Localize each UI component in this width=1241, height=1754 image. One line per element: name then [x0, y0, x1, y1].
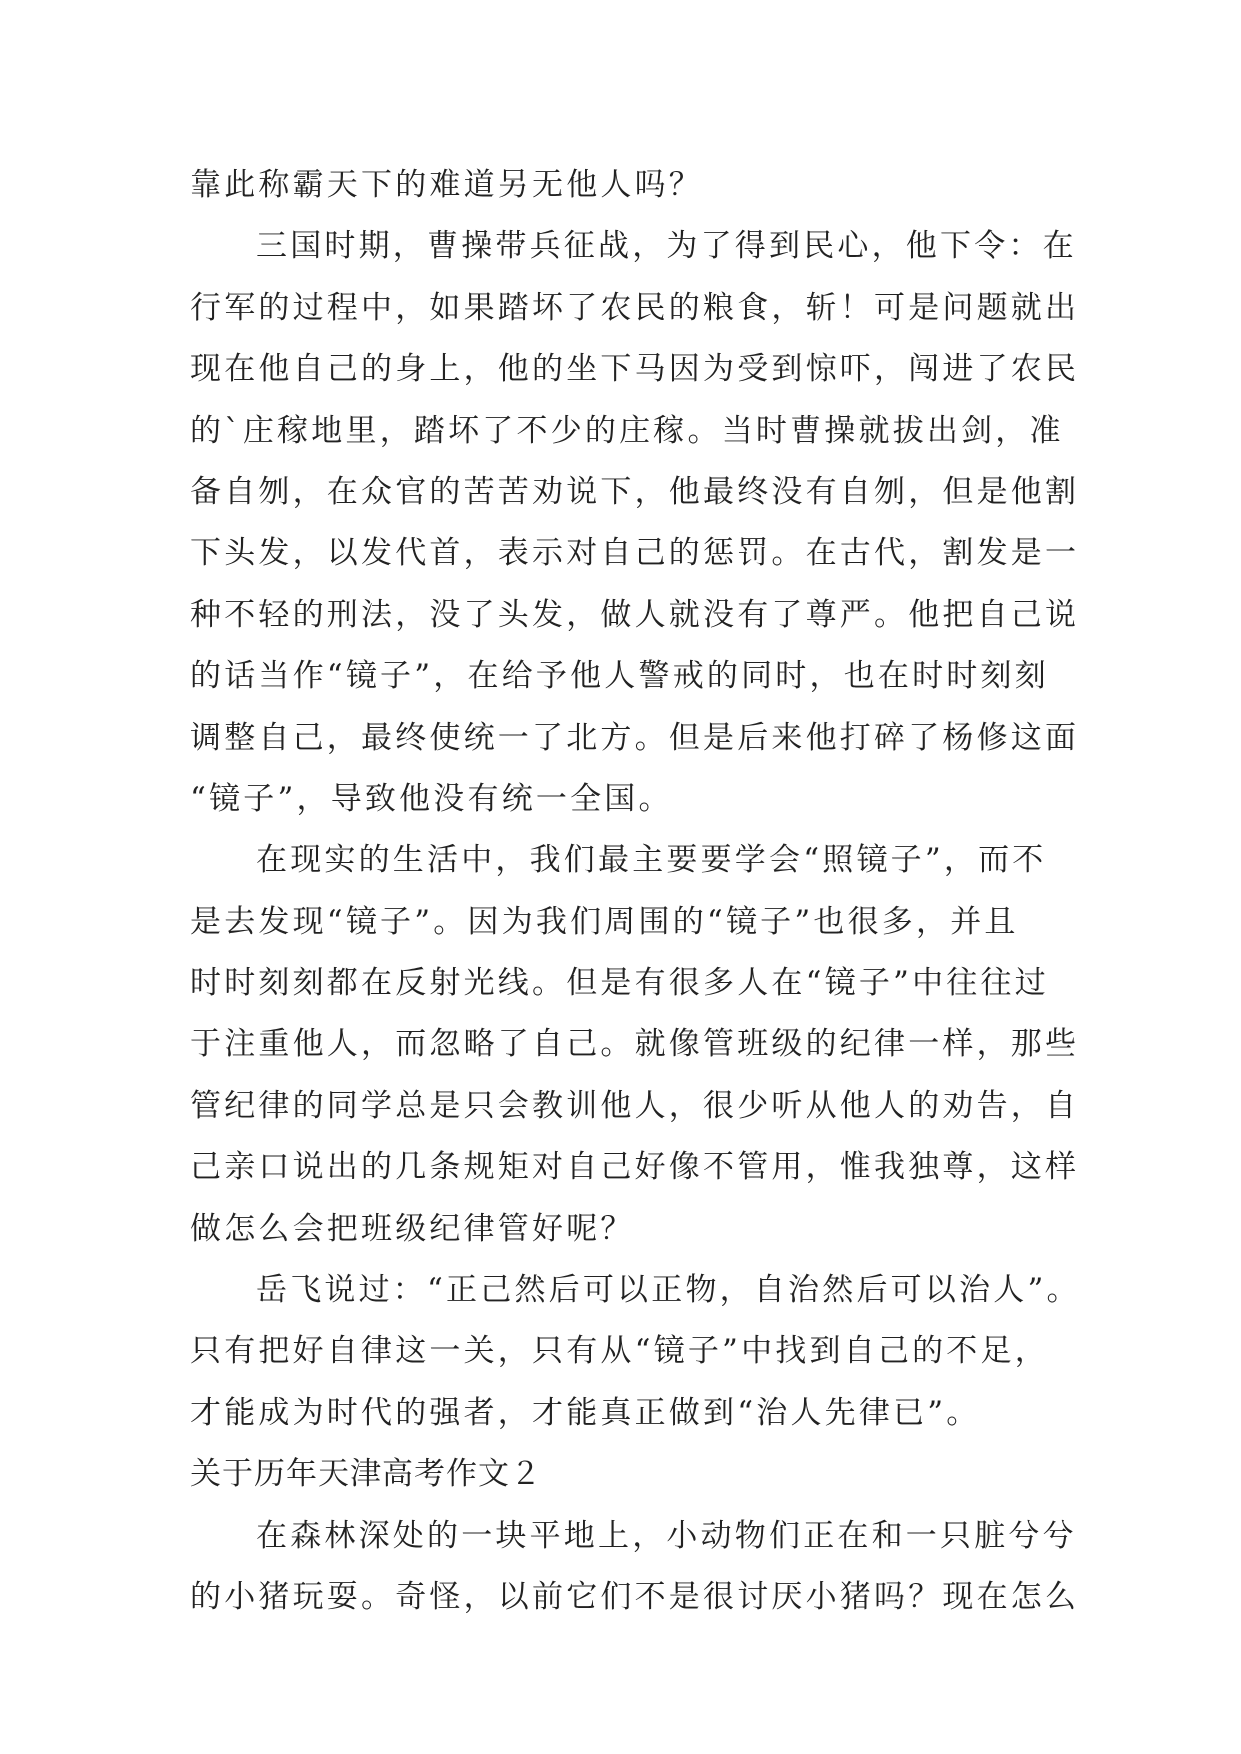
text-line: 调整自己，最终使统一了北方。但是后来他打碎了杨修这面 — [190, 719, 1080, 756]
text-line: 在森林深处的一块平地上，小动物们正在和一只脏兮兮 — [256, 1517, 1077, 1554]
text-line: 行军的过程中，如果踏坏了农民的粮食，斩！可是问题就出 — [190, 289, 1080, 326]
text-line: 下头发，以发代首，表示对自己的惩罚。在古代，割发是一 — [190, 535, 1080, 572]
text-line: 的话当作“镜子”，在给予他人警戒的同时，也在时时刻刻 — [190, 658, 1049, 695]
text-line: 的小猪玩耍。奇怪，以前它们不是很讨厌小猪吗？现在怎么 — [190, 1578, 1080, 1615]
text-line: 种不轻的刑法，没了头发，做人就没有了尊严。他把自己说 — [190, 596, 1080, 633]
section-heading: 关于历年天津高考作文２ — [190, 1456, 542, 1493]
text-line: 时时刻刻都在反射光线。但是有很多人在“镜子”中往往过 — [190, 965, 1049, 1002]
text-line: 的`庄稼地里，踏坏了不少的庄稼。当时曹操就拔出剑，准 — [190, 412, 1064, 449]
essay-text-block — [190, 155, 1081, 1628]
text-line: 只有把好自律这一关，只有从“镜子”中找到自己的不足， — [190, 1333, 1049, 1370]
text-line: 做怎么会把班级纪律管好呢？ — [190, 1210, 635, 1247]
text-line: 在现实的生活中，我们最主要要学会“照镜子”，而不 — [256, 842, 1047, 879]
text-line: 岳飞说过：“正己然后可以正物，自治然后可以治人”。 — [256, 1272, 1081, 1309]
text-line: 现在他自己的身上，他的坐下马因为受到惊吓，闯进了农民 — [190, 351, 1080, 388]
text-line: 管纪律的同学总是只会教训他人，很少听从他人的劝告，自 — [190, 1087, 1080, 1124]
text-line: 己亲口说出的几条规矩对自己好像不管用，惟我独尊，这样 — [190, 1149, 1080, 1186]
text-line: 才能成为时代的强者，才能真正做到“治人先律已”。 — [190, 1394, 981, 1431]
text-line: “镜子”，导致他没有统一全国。 — [190, 780, 673, 817]
text-line: 于注重他人，而忽略了自己。就像管班级的纪律一样，那些 — [190, 1026, 1080, 1063]
text-line: 三国时期，曹操带兵征战，为了得到民心，他下令：在 — [256, 228, 1077, 265]
text-line: 靠此称霸天下的难道另无他人吗？ — [190, 167, 703, 203]
text-line: 备自刎，在众官的苦苦劝说下，他最终没有自刎，但是他割 — [190, 473, 1080, 510]
text-line: 是去发现“镜子”。因为我们周围的“镜子”也很多，并且 — [190, 903, 1019, 940]
